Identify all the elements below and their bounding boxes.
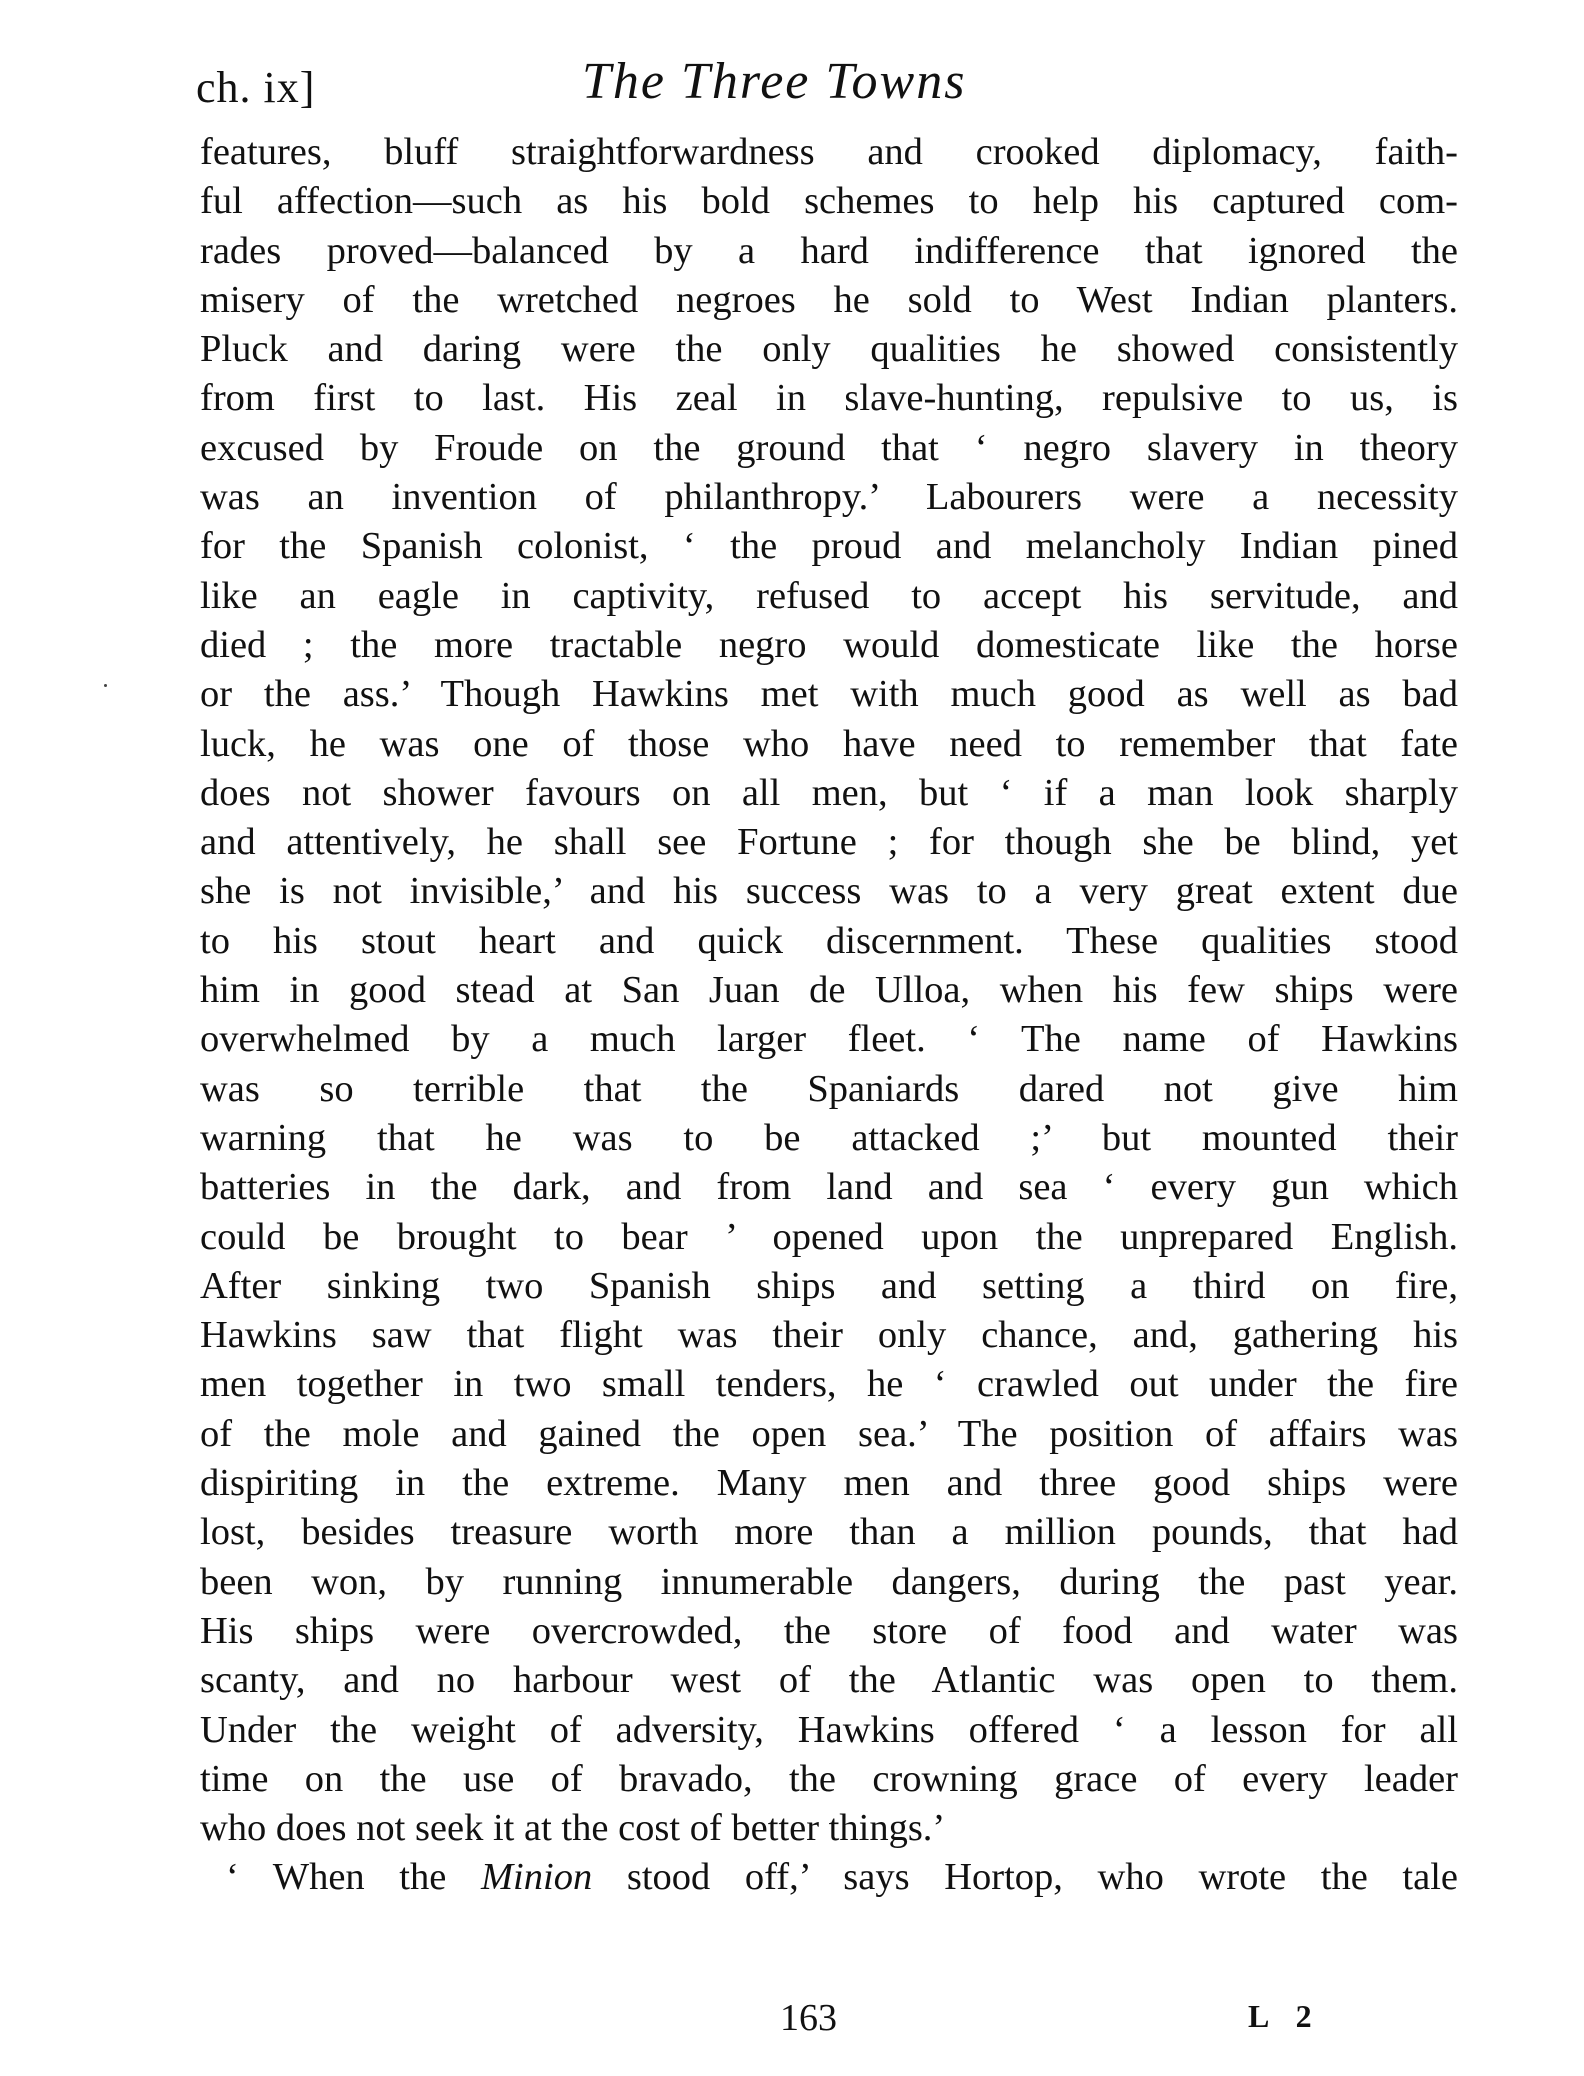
text-line: overwhelmed by a much larger fleet. ‘ The name of Hawkins [200,1018,1458,1061]
text-line: of the mole and gained the open sea.’ The position of affairs was [200,1412,1458,1455]
ship-name-italic: Minion [480,1856,593,1899]
text-line: rades proved—balanced by a hard indifference that ignored the [200,229,1458,272]
text-line: from first to last. His zeal in slave-hunting, repulsive to us, is [200,377,1458,420]
text-line: does not shower favours on all men, but ‘ if a man look sharply [200,771,1458,814]
text-line: batteries in the dark, and from land and sea ‘ every gun which [200,1166,1458,1209]
text-line: men together in two small tenders, he ‘ crawled out under the fire [200,1363,1458,1406]
text-line: scanty, and no harbour west of the Atlantic was open to them. [200,1659,1458,1702]
text-line: After sinking two Spanish ships and setting a third on fire, [200,1264,1458,1307]
signature-mark: L 2 [1248,1998,1322,2034]
paragraph-end-line: who does not seek it at the cost of better things.’ [200,1807,946,1850]
running-header [196,52,1456,122]
text-line: or the ass.’ Though Hawkins met with much good as well as bad [200,673,1458,716]
text-line: time on the use of bravado, the crowning grace of every leader [200,1757,1458,1800]
text-line: been won, by running innumerable dangers, during the past year. [200,1560,1458,1603]
text-line: luck, he was one of those who have need to remember that fate [200,722,1458,765]
text-line: like an eagle in captivity, refused to accept his servitude, and [200,574,1458,617]
print-speck [104,684,107,687]
text-line: misery of the wretched negroes he sold to West Indian planters. [200,278,1458,321]
text-line: could be brought to bear ’ opened upon the unprepared English. [200,1215,1458,1258]
text-line: lost, besides treasure worth more than a million pounds, that had [200,1511,1458,1554]
running-title: The Three Towns [582,53,967,110]
text-line: Hawkins saw that flight was their only chance, and, gathering his [200,1314,1458,1357]
text-line: him in good stead at San Juan de Ulloa, when his few ships were [200,969,1458,1012]
text-line: excused by Froude on the ground that ‘ negro slavery in theory [200,426,1458,469]
page-number: 163 [780,1997,837,2039]
text-line: died ; the more tractable negro would domesticate like the horse [200,623,1458,666]
new-paragraph-line [200,1853,1458,1902]
text-line: was an invention of philanthropy.’ Labourers were a necessity [200,476,1458,519]
text-line: she is not invisible,’ and his success was to a very great extent due [200,870,1458,913]
chapter-label: ch. ix] [196,63,316,112]
text-line: Pluck and daring were the only qualities he showed consistently [200,328,1458,371]
quote-continuation: stood off,’ says Hortop, who wrote the tale [592,1856,1459,1899]
text-line: was so terrible that the Spaniards dared not give him [200,1067,1458,1110]
text-line: warning that he was to be attacked ;’ but mounted their [200,1116,1458,1159]
text-line: dispiriting in the extreme. Many men and three good ships were [200,1462,1458,1505]
quote-opening: ‘ When the [226,1856,481,1899]
text-line: His ships were overcrowded, the store of food and water was [200,1609,1458,1652]
body-text [200,128,1458,1903]
text-line: and attentively, he shall see Fortune ; for though she be blind, yet [200,821,1458,864]
text-line: for the Spanish colonist, ‘ the proud and melancholy Indian pined [200,525,1458,568]
text-line: Under the weight of adversity, Hawkins offered ‘ a lesson for all [200,1708,1458,1751]
text-line: features, bluff straightforwardness and crooked diplomacy, faith- [200,131,1458,173]
text-line: ful affection—such as his bold schemes to help his captured com- [200,180,1458,223]
text-line: to his stout heart and quick discernment. These qualities stood [200,919,1458,962]
